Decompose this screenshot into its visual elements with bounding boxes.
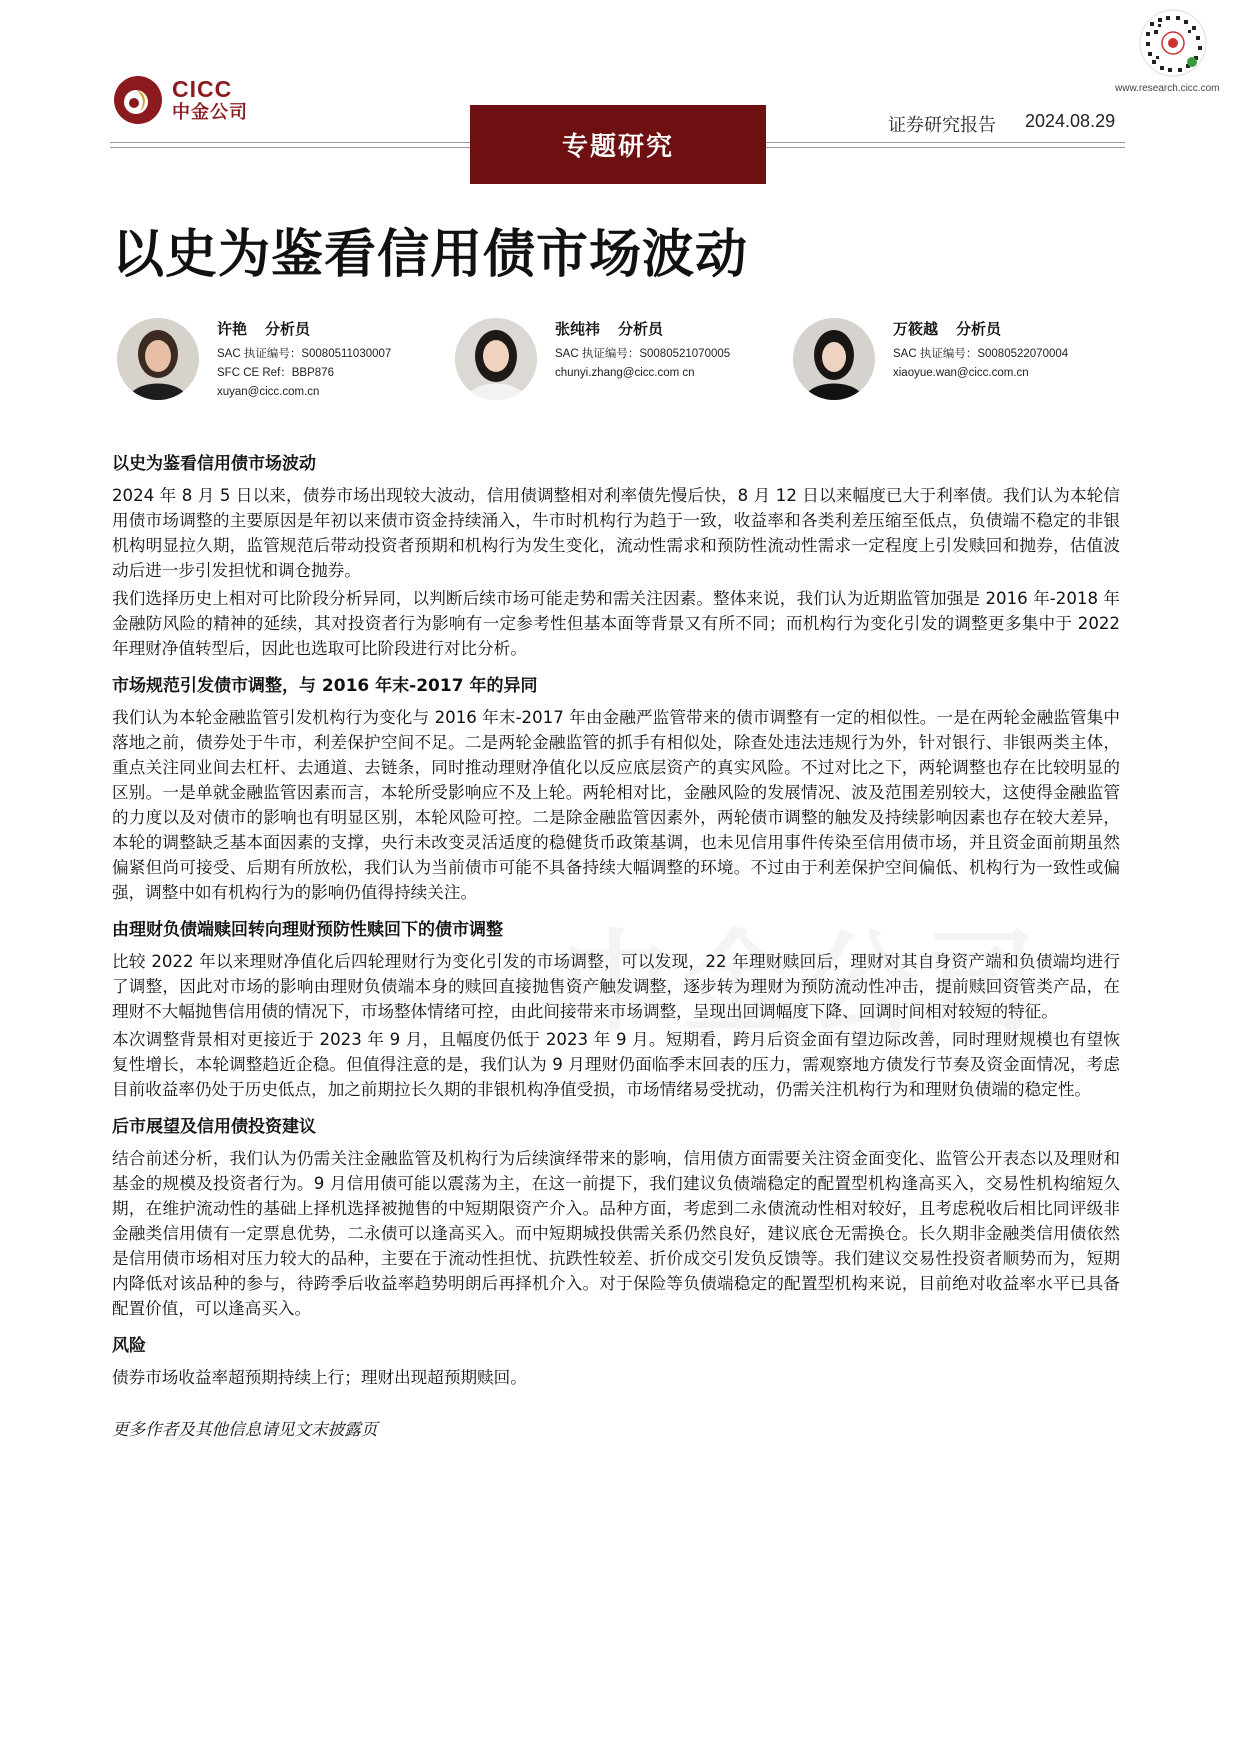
report-type: 证券研究报告 xyxy=(888,115,996,136)
author-email[interactable]: chunyi.zhang@cicc.com cn xyxy=(555,367,695,379)
section-heading: 风险 xyxy=(112,1336,146,1356)
paragraph: 本次调整背景相对更接近于 2023 年 9 月，且幅度仍低于 2023 年 9 月。短期看，跨月后资金面有望边际改善，同时理财规模也有望恢复性增长，本轮调整趋近企稳。但值得注意的是，我们认为 9 月理财仍面临季末回表的压力，需观察地方债发行节奏及资金面情况，考虑目前收益率仍处于历史低点，加之前期拉长久期的非银机构净值受损，市场情绪易受扰动，仍需关注机构行为和理财负债端的稳定性。 xyxy=(112,1030,1120,1099)
section-heading: 市场规范引发债市调整，与 2016 年末-2017 年的异同 xyxy=(112,676,538,696)
author-role: 分析员 xyxy=(618,320,664,338)
qr-url[interactable]: www.research.cicc.com xyxy=(1115,83,1220,94)
section-summary xyxy=(112,452,1120,661)
author-sfc-ref: SFC CE Ref：BBP876 xyxy=(217,367,334,379)
author-photo xyxy=(455,318,537,400)
author-name: 张纯祎 xyxy=(555,320,601,338)
section-regulation-comparison xyxy=(112,674,1120,905)
cicc-logo-icon xyxy=(112,74,164,126)
section-heading: 后市展望及信用债投资建议 xyxy=(112,1117,316,1137)
section-heading: 由理财负债端赎回转向理财预防性赎回下的债市调整 xyxy=(112,920,503,940)
author-photo xyxy=(793,318,875,400)
author-card xyxy=(455,318,795,408)
paragraph: 我们认为本轮金融监管引发机构行为变化与 2016 年末-2017 年由金融严监管带来的债市调整有一定的相似性。一是在两轮金融监管集中落地之前，债券处于牛市，利差保护空间不足。二是两轮金融监管的抓手有相似处，除查处违法违规行为外，针对银行、非银两类主体，重点关注同业间去杠杆、去通道、去链条，同时推动理财净值化以反应底层资产的真实风险。不过对比之下，两轮调整也存在比较明显的区别。一是单就金融监管因素而言，本轮所受影响应不及上轮。两轮相对比，金融风险的发展情况、波及范围差别较大，这使得金融监管的力度以及对债市的影响也有明显区别，本轮风险可控。二是除金融监管因素外，两轮债市调整的触发及持续影响因素也存在较大差异，本轮的调整缺乏基本面因素的支撑，央行未改变灵活适度的稳健货币政策基调，也未见信用事件传染至信用债市场，并且资金面前期虽然偏紧但尚可接受、后期有所放松，我们认为当前债市可能不具备持续大幅调整的环境。不过由于利差保护空间偏低、机构行为一致性或偏强，调整中如有机构行为的影响仍值得持续关注。 xyxy=(112,708,1120,902)
report-body xyxy=(112,452,1120,1440)
paragraph: 结合前述分析，我们认为仍需关注金融监管及机构行为后续演绎带来的影响，信用债方面需要关注资金面变化、监管公开表态以及理财和基金的规模及投资者行为。9 月信用债可能以震荡为主，在这一前提下，我们建议负债端稳定的配置型机构逢高买入，交易性机构缩短久期，在维护流动性的基础上择机选择被抛售的中短期限资产介入。品种方面，考虑到二永债流动性相对较好，且考虑税收后相比同评级非金融类信用债有一定票息优势，二永债可以逢高买入。而中短期城投供需关系仍然良好，建议底仓无需换仓。长久期非金融类信用债依然是信用债市场相对压力较大的品种，主要在于流动性担忧、抗跌性较差、折价成交引发负反馈等。我们建议交易性投资者顺势而为，短期内降低对该品种的参与，待跨季后收益率趋势明朗后再择机介入。对于保险等负债端稳定的配置型机构来说，目前绝对收益率水平已具备配置价值，可以逢高买入。 xyxy=(112,1149,1120,1318)
logo-text-cn: 中金公司 xyxy=(172,102,248,123)
section-outlook xyxy=(112,1115,1120,1321)
author-role: 分析员 xyxy=(265,320,311,338)
author-role: 分析员 xyxy=(956,320,1002,338)
author-sac-id: SAC 执证编号：S0080511030007 xyxy=(217,348,392,360)
report-category-banner: 专题研究 xyxy=(470,105,766,184)
section-wealth-redemption xyxy=(112,918,1120,1102)
author-sac-id: SAC 执证编号：S0080522070004 xyxy=(893,348,1069,360)
author-email[interactable]: xiaoyue.wan@cicc.com.cn xyxy=(893,367,1029,379)
author-photo xyxy=(117,318,199,400)
cicc-logo xyxy=(112,74,248,126)
paragraph: 比较 2022 年以来理财净值化后四轮理财行为变化引发的市场调整，可以发现，22 年理财赎回后，理财对其自身资产端和负债端均进行了调整，因此对市场的影响由理财负债端本身的赎回直接抛售资产触发调整，逐步转为理财为预防流动性冲击，提前赎回资管类产品，在理财不大幅抛售信用债的情况下，市场整体情绪可控，由此间接带来市场调整，呈现出回调幅度下降、回调时间相对较短的特征。 xyxy=(112,952,1120,1021)
author-sac-id: SAC 执证编号：S0080521070005 xyxy=(555,348,731,360)
report-title: 以史为鉴看信用债市场波动 xyxy=(112,225,749,285)
author-name: 万筱越 xyxy=(893,320,939,338)
author-name: 许艳 xyxy=(217,320,248,338)
paragraph: 债券市场收益率超预期持续上行；理财出现超预期赎回。 xyxy=(112,1368,527,1387)
qr-code-icon[interactable] xyxy=(1138,8,1208,78)
logo-text-en: CICC xyxy=(172,76,233,102)
section-heading: 以史为鉴看信用债市场波动 xyxy=(112,454,316,474)
paragraph: 我们选择历史上相对可比阶段分析异同，以判断后续市场可能走势和需关注因素。整体来说，我们认为近期监管加强是 2016 年-2018 年金融防风险的精神的延续，其对投资者行为影响有一定参考性但基本面等背景又有所不同；而机构行为变化引发的调整更多集中于 2022 年理财净值转型后，因此也选取可比阶段进行对比分析。 xyxy=(112,589,1120,658)
section-risk xyxy=(112,1334,1120,1390)
author-email[interactable]: xuyan@cicc.com.cn xyxy=(217,386,320,398)
report-date: 2024.08.29 xyxy=(1025,111,1116,131)
author-card xyxy=(793,318,1133,408)
author-card xyxy=(117,318,457,408)
disclosure-note: 更多作者及其他信息请见文末披露页 xyxy=(112,1420,378,1439)
paragraph: 2024 年 8 月 5 日以来，债券市场出现较大波动，信用债调整相对利率债先慢后快，8 月 12 日以来幅度已大于利率债。我们认为本轮信用债市场调整的主要原因是年初以来债市资金持续涌入，牛市时机构行为趋于一致，收益率和各类利差压缩至低点，负债端不稳定的非银机构明显拉久期，监管规范后带动投资者预期和机构行为发生变化，流动性需求和预防性流动性需求一定程度上引发赎回和抛券，估值波动后进一步引发担忧和调仓抛券。 xyxy=(112,486,1120,580)
